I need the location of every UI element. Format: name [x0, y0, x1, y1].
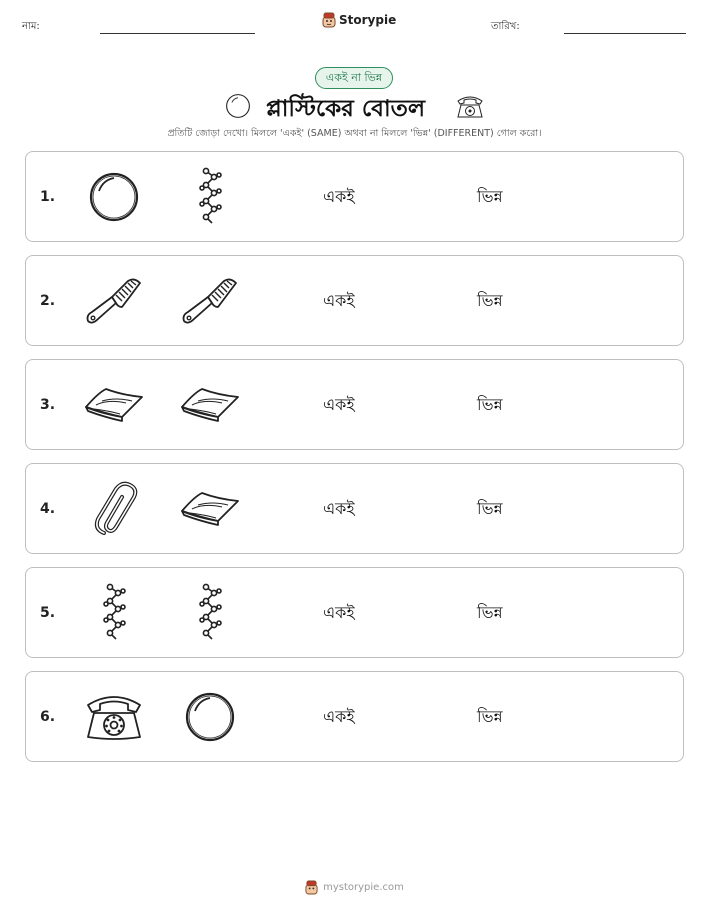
date-field-line[interactable] — [564, 33, 686, 34]
row-number: 1. — [40, 189, 56, 205]
cloth-icon — [178, 373, 242, 437]
option-same[interactable]: একই — [323, 499, 355, 518]
bubble-icon — [224, 92, 252, 120]
exercise-row — [25, 255, 684, 346]
option-different[interactable]: ভিন্ন — [477, 395, 503, 414]
telephone-icon — [454, 90, 486, 122]
instructions: প্রতিটি জোড়া দেখো। মিললে 'একই' (SAME) অথবা না মিললে 'ভিন্ন' (DIFFERENT) গোল করো। — [167, 128, 542, 139]
row-number: 2. — [40, 293, 56, 309]
page-title: প্লাস্টিকের বোতল — [266, 96, 426, 122]
name-label: নাম: — [22, 21, 40, 32]
row-number: 3. — [40, 397, 56, 413]
date-label: তারিখ: — [491, 21, 520, 32]
molecule-icon — [178, 581, 242, 645]
activity-badge: একই না ভিন্ন — [315, 67, 393, 89]
row-number: 5. — [40, 605, 56, 621]
paperclip-icon — [82, 477, 146, 541]
comb-icon — [82, 269, 146, 333]
option-different[interactable]: ভিন্ন — [477, 603, 503, 622]
cloth-icon — [178, 477, 242, 541]
row-number: 6. — [40, 709, 56, 725]
option-same[interactable]: একই — [323, 603, 355, 622]
brand-logo — [322, 12, 396, 28]
molecule-icon — [178, 165, 242, 229]
name-field-line[interactable] — [100, 33, 255, 34]
bubble-icon — [178, 685, 242, 749]
footer-site: mystorypie.com — [323, 882, 404, 893]
storypie-mascot-icon — [305, 880, 318, 895]
storypie-mascot-icon — [322, 12, 336, 28]
option-same[interactable]: একই — [323, 707, 355, 726]
exercise-row — [25, 359, 684, 450]
molecule-icon — [82, 581, 146, 645]
cloth-icon — [82, 373, 146, 437]
option-different[interactable]: ভিন্ন — [477, 707, 503, 726]
row-number: 4. — [40, 501, 56, 517]
telephone-icon — [82, 685, 146, 749]
option-different[interactable]: ভিন্ন — [477, 187, 503, 206]
bubble-icon — [82, 165, 146, 229]
brand-name: Storypie — [339, 13, 397, 27]
exercise-row — [25, 463, 684, 554]
option-different[interactable]: ভিন্ন — [477, 291, 503, 310]
option-different[interactable]: ভিন্ন — [477, 499, 503, 518]
option-same[interactable]: একই — [323, 187, 355, 206]
option-same[interactable]: একই — [323, 395, 355, 414]
exercise-row — [25, 671, 684, 762]
option-same[interactable]: একই — [323, 291, 355, 310]
footer — [0, 880, 709, 895]
comb-icon — [178, 269, 242, 333]
title-row — [0, 88, 709, 124]
exercise-row — [25, 151, 684, 242]
exercise-row — [25, 567, 684, 658]
